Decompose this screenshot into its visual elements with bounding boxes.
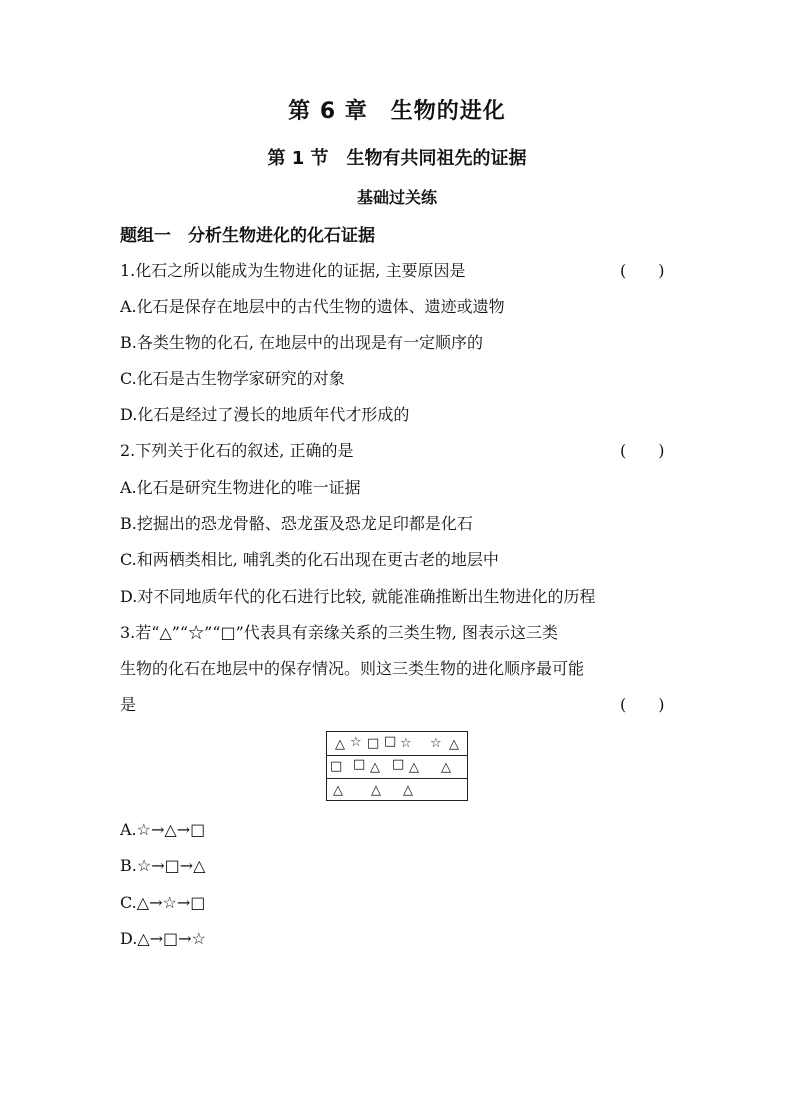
triangle-icon: △ xyxy=(449,737,459,752)
q2-option-b: B.挖掘出的恐龙骨骼、恐龙蛋及恐龙足印都是化石 xyxy=(120,514,473,533)
q3-option-b: B.☆→□→△ xyxy=(120,856,206,875)
triangle-icon: △ xyxy=(371,783,381,798)
q1-option-b: B.各类生物的化石, 在地层中的出现是有一定顺序的 xyxy=(120,333,484,352)
star-icon: ☆ xyxy=(350,735,362,750)
star-icon: ☆ xyxy=(430,736,442,751)
q1-stem: 1.化石之所以能成为生物进化的证据, 主要原因是 xyxy=(120,261,466,280)
q3-stem-line-1: 3.若“△”“☆”“□”代表具有亲缘关系的三类生物, 图表示这三类 xyxy=(120,623,558,642)
triangle-icon: △ xyxy=(441,760,451,775)
q1-answer-bracket: ( ) xyxy=(620,261,665,280)
q2-answer-bracket: ( ) xyxy=(620,441,665,460)
stratum-bottom xyxy=(327,778,467,801)
q1-option-c: C.化石是古生物学家研究的对象 xyxy=(120,369,345,388)
section-title: 第 1 节 生物有共同祖先的证据 xyxy=(267,148,527,169)
triangle-icon: △ xyxy=(403,783,413,798)
q1-option-d: D.化石是经过了漫长的地质年代才形成的 xyxy=(120,405,410,424)
square-icon: □ xyxy=(384,734,397,749)
triangle-icon: △ xyxy=(409,760,419,775)
q3-option-d: D.△→□→☆ xyxy=(120,929,206,948)
triangle-icon: △ xyxy=(370,760,380,775)
stratum-top xyxy=(327,732,467,756)
q3-option-a: A.☆→△→□ xyxy=(120,820,206,839)
star-icon: ☆ xyxy=(400,736,412,751)
q2-option-d: D.对不同地质年代的化石进行比较, 就能准确推断出生物进化的历程 xyxy=(120,587,596,606)
q1-option-a: A.化石是保存在地层中的古代生物的遗体、遗迹或遗物 xyxy=(120,297,505,316)
square-icon: □ xyxy=(353,757,366,772)
stratum-middle xyxy=(327,755,467,779)
q3-stem-line-2: 生物的化石在地层中的保存情况。则这三类生物的进化顺序最可能 xyxy=(120,659,585,678)
square-icon: □ xyxy=(330,759,343,774)
q3-answer-bracket: ( ) xyxy=(620,695,665,714)
q3-option-c: C.△→☆→□ xyxy=(120,893,206,912)
practice-title: 基础过关练 xyxy=(356,188,437,207)
triangle-icon: △ xyxy=(335,737,345,752)
triangle-icon: △ xyxy=(333,783,343,798)
q2-option-c: C.和两栖类相比, 哺乳类的化石出现在更古老的地层中 xyxy=(120,550,499,569)
q2-stem: 2.下列关于化石的叙述, 正确的是 xyxy=(120,441,354,460)
q2-option-a: A.化石是研究生物进化的唯一证据 xyxy=(120,478,361,497)
fossil-strata-figure xyxy=(326,731,468,801)
q3-stem-line-3: 是 xyxy=(120,695,137,714)
question-group-title: 题组一 分析生物进化的化石证据 xyxy=(120,226,375,246)
chapter-title: 第 6 章 生物的进化 xyxy=(288,99,506,124)
square-icon: □ xyxy=(392,757,405,772)
square-icon: □ xyxy=(367,736,380,751)
